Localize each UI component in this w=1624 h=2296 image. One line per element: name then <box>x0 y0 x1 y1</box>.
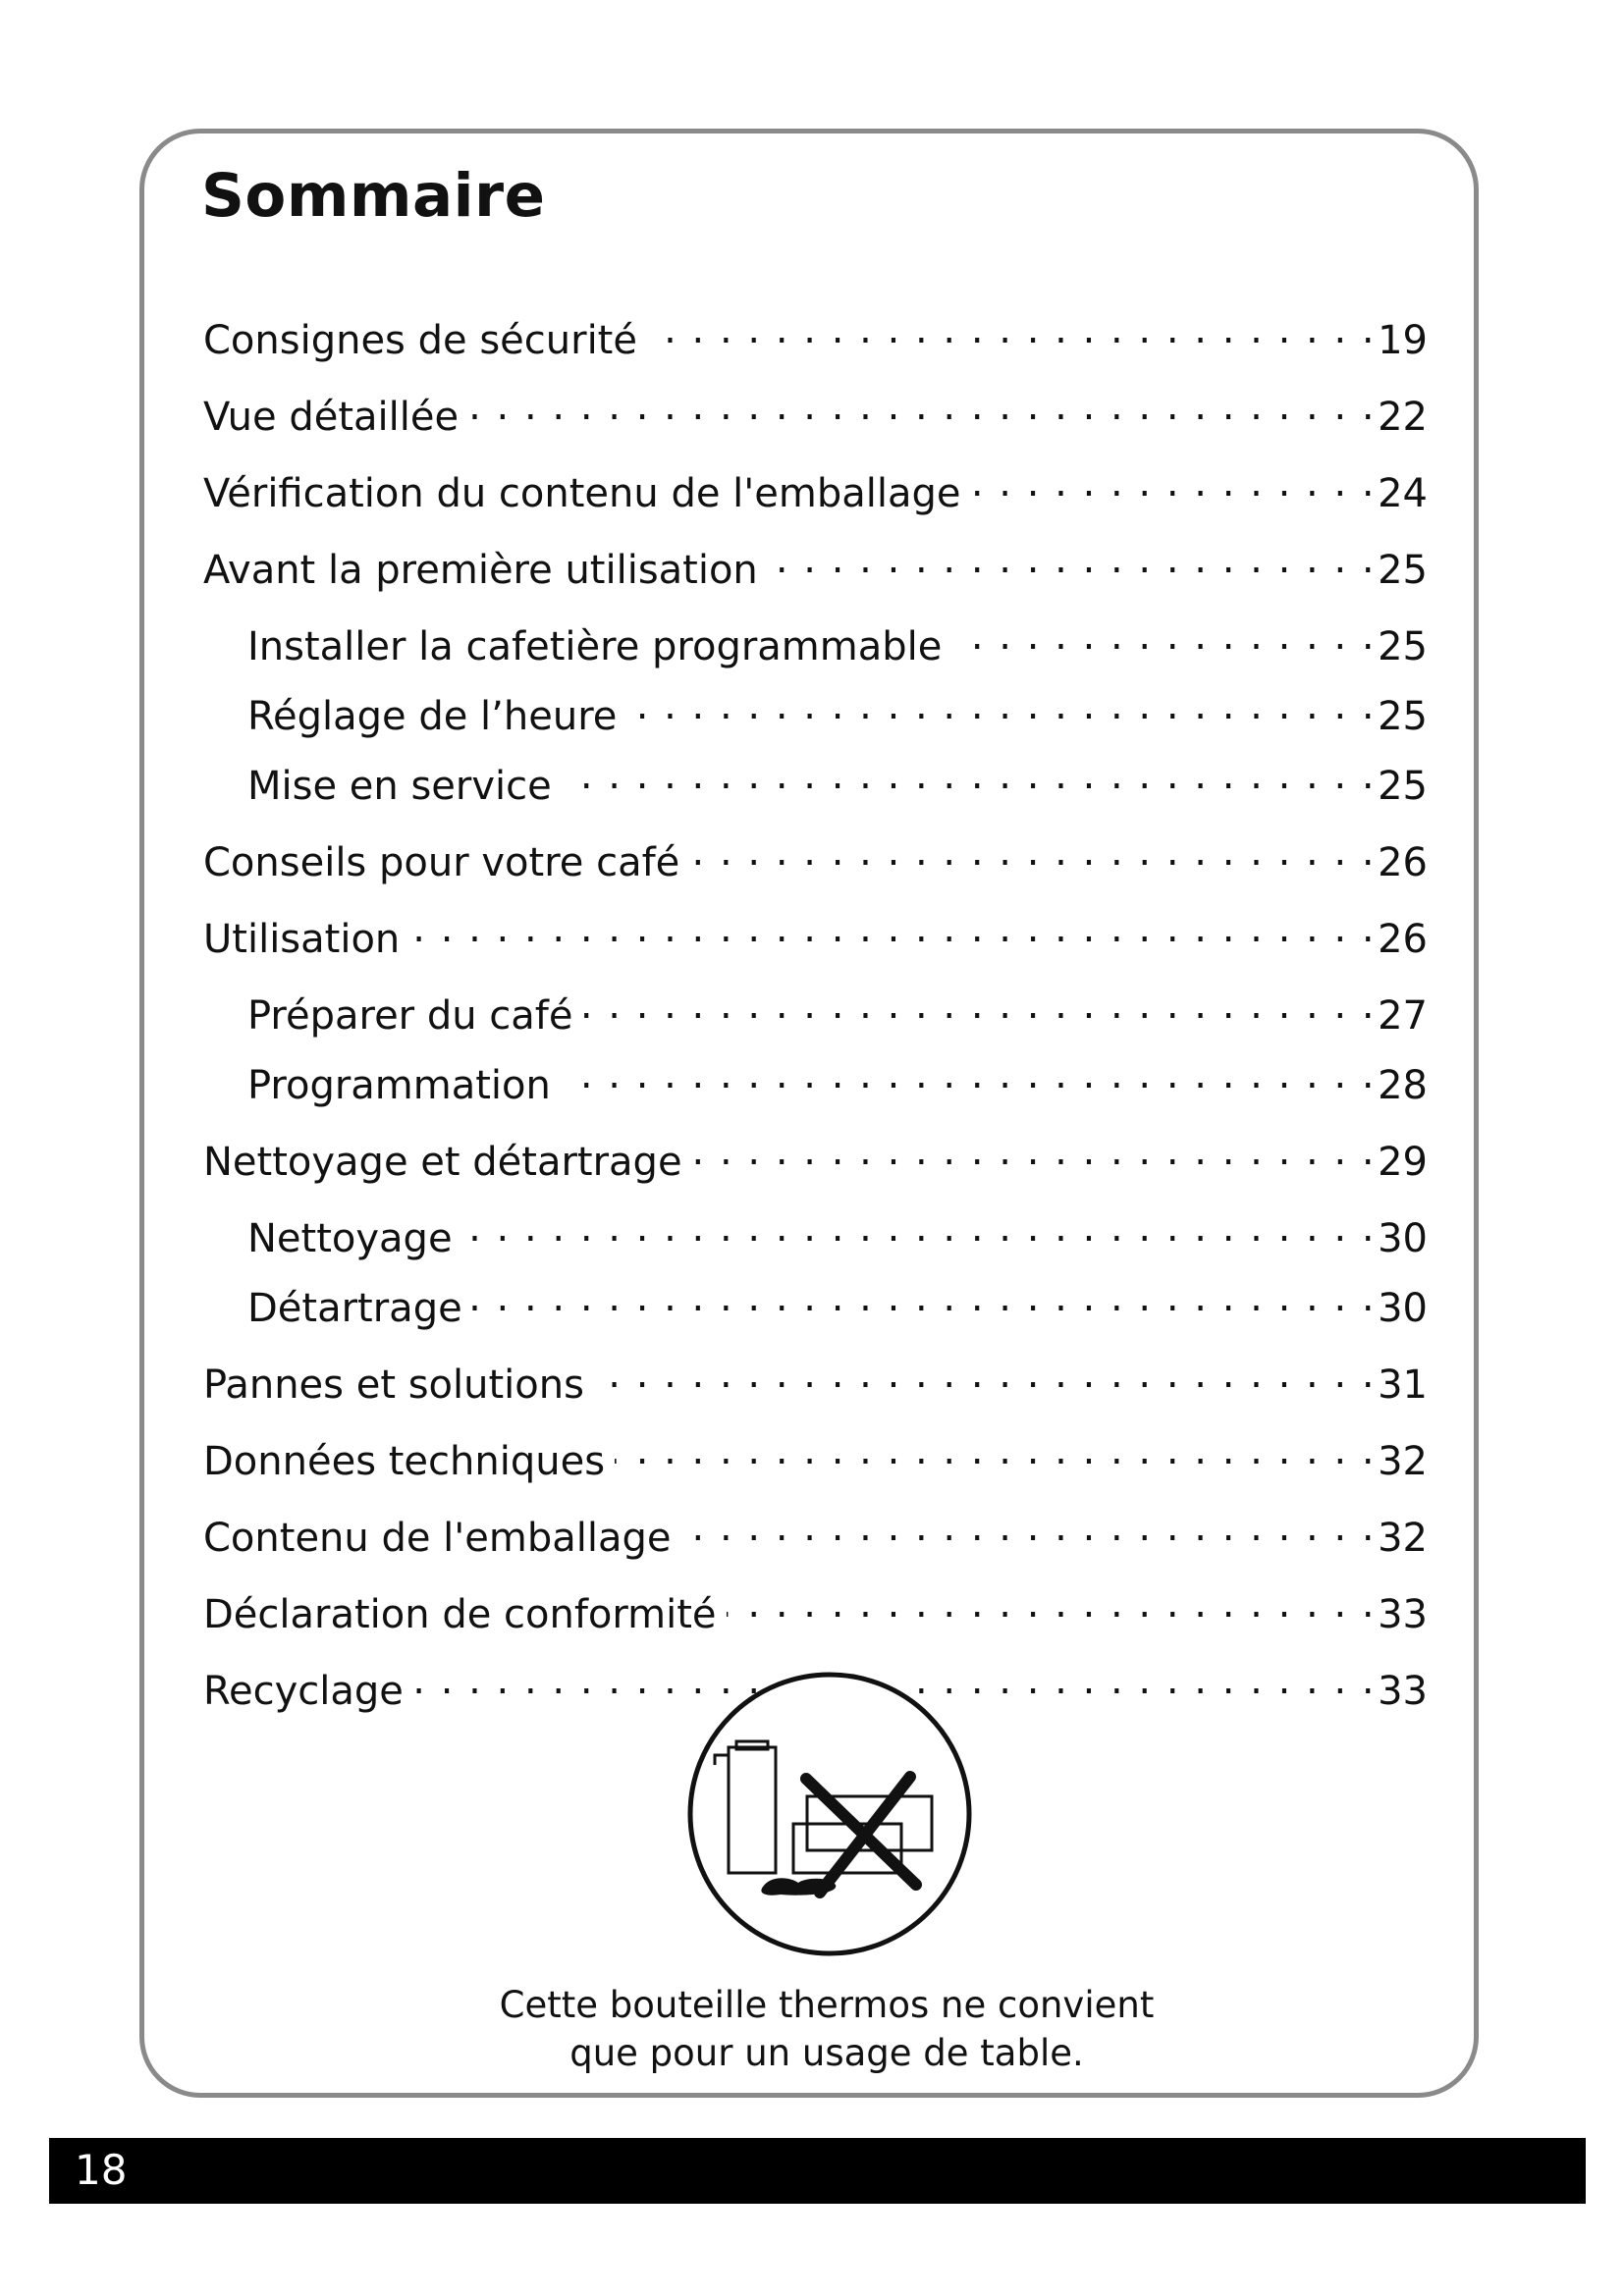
dot-leader <box>970 459 1376 507</box>
toc-entry[interactable] <box>203 536 1428 594</box>
toc-entry[interactable] <box>203 1504 1428 1562</box>
toc-entry[interactable] <box>203 383 1428 441</box>
toc-entry[interactable] <box>203 1427 1428 1485</box>
toc-entry-label: Déclaration de conformité <box>203 1591 727 1638</box>
toc-entry-page: 30 <box>1378 1216 1428 1261</box>
toc-entry[interactable] <box>203 1204 1428 1262</box>
toc-entry-page: 25 <box>1378 548 1428 593</box>
toc-entry-page: 25 <box>1378 694 1428 739</box>
dot-leader <box>768 536 1376 583</box>
toc-entry-label: Pannes et solutions <box>203 1362 594 1409</box>
toc-entry-page: 26 <box>1378 917 1428 962</box>
toc-entry-page: 25 <box>1378 624 1428 669</box>
toc-entry-page: 31 <box>1378 1362 1428 1408</box>
toc-entry-label: Installer la cafetière programmable <box>247 623 951 670</box>
toc-entry-label: Détartrage <box>247 1285 472 1332</box>
toc-entry-page: 32 <box>1378 1439 1428 1484</box>
dot-leader <box>561 1051 1376 1098</box>
toc-entry[interactable] <box>203 752 1428 810</box>
toc-entry-label: Utilisation <box>203 916 409 963</box>
toc-entry-page: 22 <box>1378 395 1428 440</box>
dot-leader <box>468 383 1376 430</box>
dot-leader <box>692 1128 1377 1175</box>
toc-entry-label: Vérification du contenu de l'emballage <box>203 470 970 517</box>
toc-entry-page: 30 <box>1378 1286 1428 1331</box>
toc-entry[interactable] <box>203 306 1428 364</box>
toc-entry-label: Programmation <box>247 1062 561 1109</box>
toc-entry-label: Conseils pour votre café <box>203 839 689 886</box>
dot-leader <box>462 1204 1377 1252</box>
toc-entry[interactable] <box>203 682 1428 740</box>
footer-bar <box>49 2138 1586 2204</box>
toc-entry-label: Préparer du café <box>247 992 582 1040</box>
toc-entry[interactable] <box>203 459 1428 517</box>
dot-leader <box>727 1580 1377 1628</box>
toc-entry-page: 25 <box>1378 764 1428 809</box>
toc-entry-label: Mise en service <box>247 763 562 810</box>
dot-leader <box>615 1427 1376 1474</box>
table-of-contents <box>203 306 1428 1715</box>
no-hotplate-thermos-icon <box>682 1667 977 1961</box>
toc-entry-label: Vue détaillée <box>203 394 468 441</box>
toc-entry-page: 19 <box>1378 318 1428 363</box>
toc-entry-page: 32 <box>1378 1516 1428 1561</box>
dot-leader <box>951 613 1376 660</box>
toc-entry-label: Avant la première utilisation <box>203 547 768 594</box>
toc-entry[interactable] <box>203 1351 1428 1409</box>
toc-entry[interactable] <box>203 982 1428 1040</box>
dot-leader <box>594 1351 1376 1398</box>
dot-leader <box>626 682 1376 729</box>
warning-caption <box>336 1981 1318 2077</box>
toc-entry-page: 29 <box>1378 1140 1428 1185</box>
toc-entry-label: Données techniques <box>203 1438 615 1485</box>
toc-entry-page: 24 <box>1378 471 1428 516</box>
toc-entry[interactable] <box>203 1128 1428 1186</box>
toc-entry-label: Réglage de l’heure <box>247 693 626 740</box>
caption-line-1: Cette bouteille thermos ne convient <box>499 1984 1155 2026</box>
toc-entry-page: 28 <box>1378 1063 1428 1108</box>
toc-entry[interactable] <box>203 1580 1428 1638</box>
toc-entry[interactable] <box>203 828 1428 886</box>
toc-entry-page: 27 <box>1378 993 1428 1039</box>
toc-entry-label: Contenu de l'emballage <box>203 1515 681 1562</box>
toc-entry[interactable] <box>203 905 1428 963</box>
dot-leader <box>582 982 1376 1029</box>
dot-leader <box>562 752 1376 799</box>
toc-entry-page: 33 <box>1378 1592 1428 1637</box>
toc-entry-label: Nettoyage <box>247 1215 462 1262</box>
page-title: Sommaire <box>201 161 546 231</box>
caption-line-2: que pour un usage de table. <box>569 2032 1084 2074</box>
dot-leader <box>681 1504 1377 1551</box>
toc-entry-page: 33 <box>1378 1669 1428 1714</box>
toc-entry-label: Recyclage <box>203 1668 413 1715</box>
dot-leader <box>647 306 1376 353</box>
page-number: 18 <box>75 2146 128 2194</box>
dot-leader <box>472 1274 1376 1321</box>
toc-entry[interactable] <box>203 613 1428 670</box>
toc-entry-label: Nettoyage et détartrage <box>203 1139 692 1186</box>
toc-entry-label: Consignes de sécurité <box>203 317 647 364</box>
dot-leader <box>409 905 1376 952</box>
toc-entry[interactable] <box>203 1274 1428 1332</box>
dot-leader <box>689 828 1376 876</box>
warning-symbol <box>682 1667 977 1961</box>
toc-entry-page: 26 <box>1378 840 1428 885</box>
toc-entry[interactable] <box>203 1051 1428 1109</box>
